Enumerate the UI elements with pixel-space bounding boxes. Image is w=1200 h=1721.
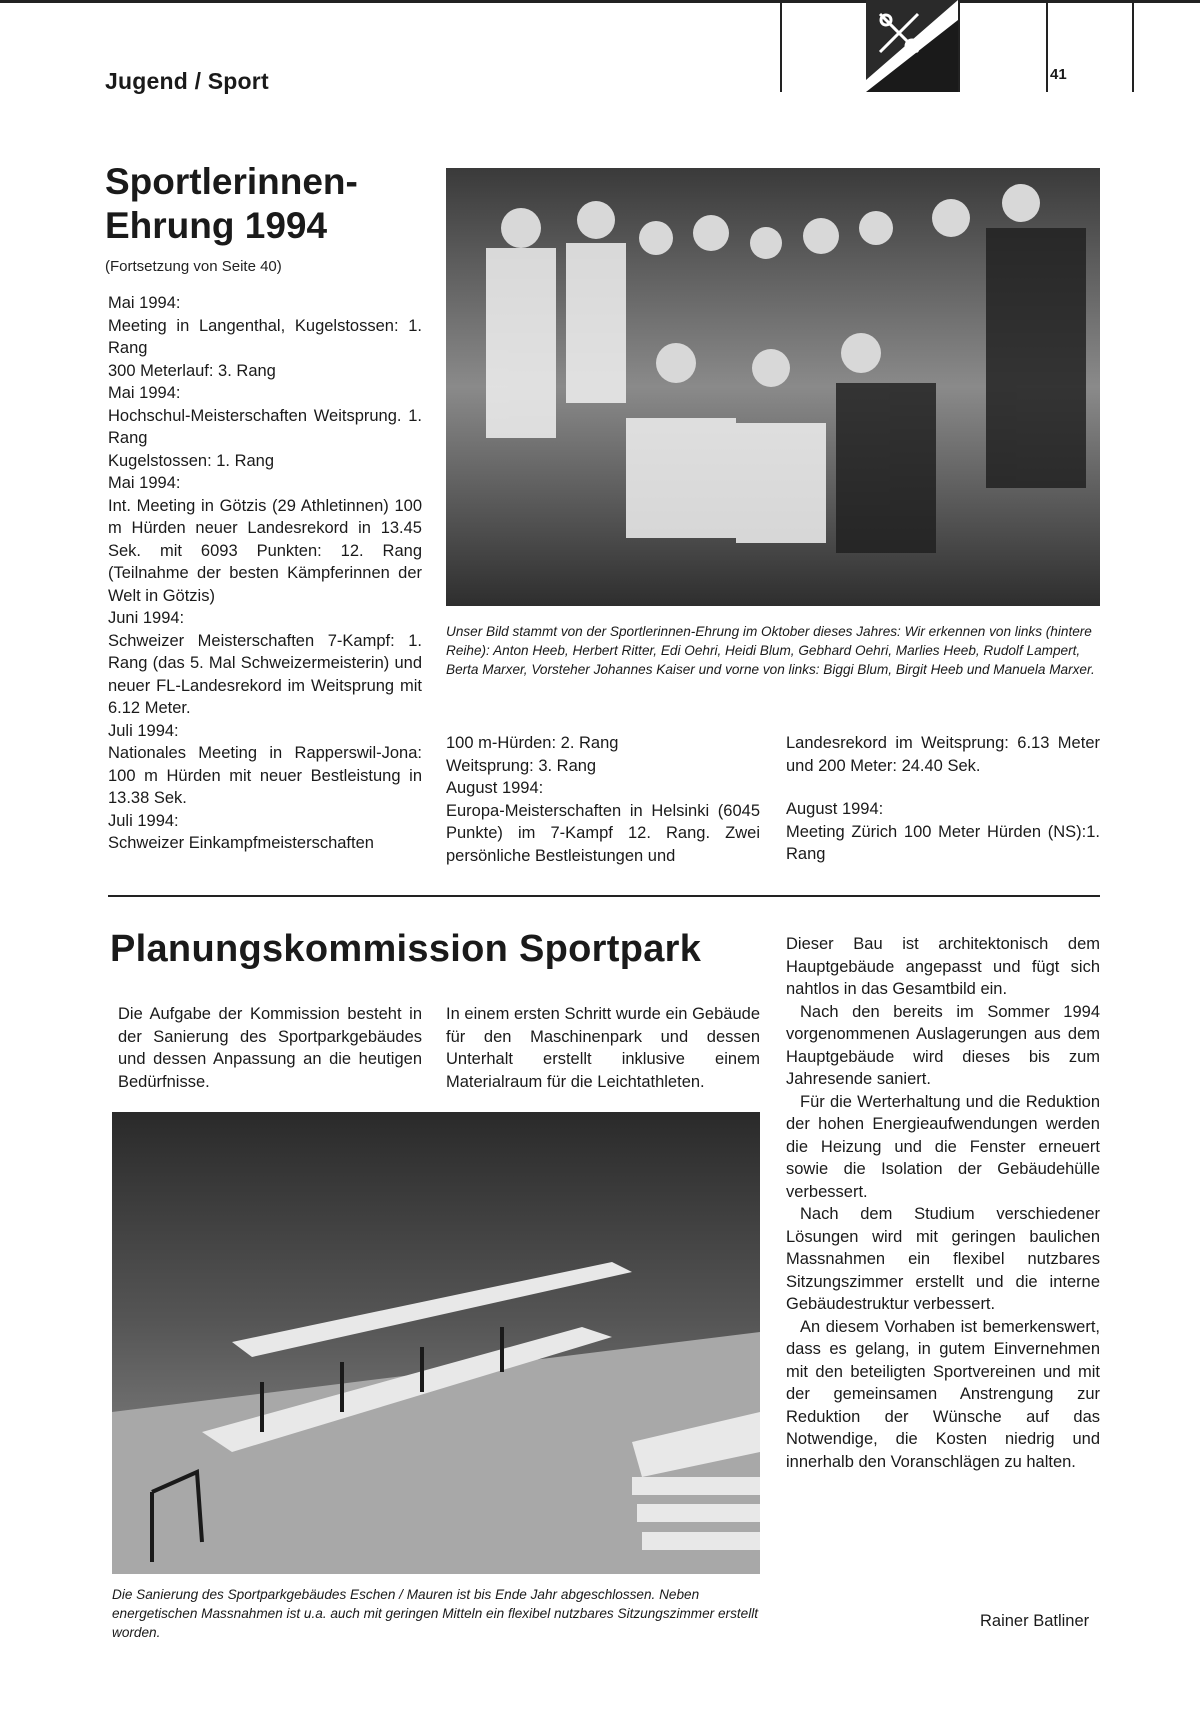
article-column-1 bbox=[108, 292, 422, 855]
text-line: Meeting in Langenthal, Kugelstossen: 1. Rang bbox=[108, 316, 422, 357]
text-line: Mai 1994: bbox=[108, 294, 181, 312]
section-heading: Jugend / Sport bbox=[105, 68, 269, 94]
text-line: Weitsprung: 3. Rang bbox=[446, 756, 597, 775]
paragraph: Nach dem Studium verschiedener Lösungen wird mit geringen baulichen Massnahmen ein flexibel nutzbares Sitzungszimmer erstellt und die interne Gebäudestruktur verbessert. bbox=[786, 1205, 1100, 1313]
article2-intro-mid: In einem ersten Schritt wurde ein Gebäude für den Maschinenpark und dessen Unterhalt erstellt inklusive einem Materialraum für die Leichtathleten. bbox=[446, 1005, 760, 1091]
text-line: Meeting Zürich 100 Meter Hürden (NS):1. Rang bbox=[786, 822, 1100, 863]
text-line: Juli 1994: bbox=[108, 721, 179, 740]
photo-caption: Die Sanierung des Sportparkgebäudes Eschen / Mauren ist bis Ende Jahr abgeschlossen. Neben energetischen Massnahmen ist u.a. auch mit geringen Mitteln ein flexibel nutzbares Sitzungszimmer erstellt worden. bbox=[112, 1587, 759, 1640]
text-line: Juni 1994: bbox=[108, 609, 185, 627]
text-line: 100 m-Hürden: 2. Rang bbox=[446, 734, 619, 752]
text-line: Schweizer Einkampfmeisterschaften bbox=[108, 834, 374, 852]
text-line: Kugelstossen: 1. Rang bbox=[108, 451, 275, 470]
author-name: Rainer Batliner bbox=[980, 1612, 1090, 1630]
meeting-room-photo bbox=[112, 1112, 760, 1574]
text-line: Europa-Meisterschaften in Helsinki (6045 Punkte) im 7-Kampf 12. Rang. Zwei persönliche Bestleistungen und bbox=[446, 801, 760, 865]
section-divider bbox=[108, 895, 1100, 897]
text-line: Mai 1994: bbox=[108, 384, 181, 402]
header-frame-line bbox=[1046, 0, 1048, 92]
article-column-2 bbox=[446, 732, 760, 867]
header-frame-line bbox=[1132, 0, 1134, 92]
header-frame-line bbox=[780, 0, 782, 92]
article2-right-column bbox=[786, 933, 1100, 1473]
text-line: August 1994: bbox=[786, 800, 884, 818]
header-frame-line bbox=[958, 0, 960, 92]
article-subtitle: (Fortsetzung von Seite 40) bbox=[105, 258, 282, 275]
text-line: Landesrekord im Weitsprung: 6.13 Meter und 200 Meter: 24.40 Sek. bbox=[786, 734, 1100, 775]
article2-intro-left: Die Aufgabe der Kommission besteht in der Sanierung des Sportparkgebäudes und dessen Anpassung an die heutigen Bedürfnisse. bbox=[118, 1005, 422, 1091]
paragraph: Für die Werterhaltung und die Reduktion der hohen Energieaufwendungen werden die Heizung und die Fenster erneuert sowie die Isolation der Gebäudehülle verbessert. bbox=[786, 1092, 1100, 1201]
paragraph: Dieser Bau ist architektonisch dem Hauptgebäude angepasst und fügt sich nahtlos in das Gesamtbild ein. bbox=[786, 935, 1100, 998]
paragraph: An diesem Vorhaben ist bemerkenswert, dass es gelang, in gutem Einvernehmen mit den beteiligten Sportvereinen und mit der gemeinsamen Anstrengung zur Reduktion der Wünsche auf das Notwendige, die Kosten niedrig und innerhalb den Voranschlägen zu halten. bbox=[786, 1317, 1100, 1471]
article-column-3 bbox=[786, 732, 1100, 866]
text-line: Nationales Meeting in Rapperswil-Jona: 100 m Hürden mit neuer Bestleistung in 13.38 Sek. bbox=[108, 744, 422, 807]
paragraph: Nach den bereits im Sommer 1994 vorgenommenen Auslagerungen aus dem Hauptgebäude wird dieses bis zum Jahresende saniert. bbox=[786, 1002, 1100, 1088]
text-line: Mai 1994: bbox=[108, 474, 181, 492]
text-line: Juli 1994: bbox=[108, 811, 179, 830]
text-line: Hochschul-Meisterschaften Weitsprung. 1. Rang bbox=[108, 406, 422, 447]
article-title: Sportlerinnen-Ehrung 1994 bbox=[105, 161, 358, 246]
page-number: 41 bbox=[1050, 66, 1067, 83]
text-line: 300 Meterlauf: 3. Rang bbox=[108, 361, 276, 380]
header-top-rule bbox=[0, 0, 1200, 3]
text-line: August 1994: bbox=[446, 779, 544, 797]
municipal-crest-icon bbox=[866, 0, 958, 92]
group-photo bbox=[446, 168, 1100, 606]
photo-caption: Unser Bild stammt von der Sportlerinnen-Ehrung im Oktober dieses Jahres: Wir erkennen von links (hintere Reihe): Anton Heeb, Herbert Ritter, Edi Oehri, Heidi Blum, Gebhard Oehri, Marlies Heeb, Rudolf Lampert, Berta Marxer, Vorsteher Johannes Kaiser und vorne von links: Biggi Blum, Birgit Heeb und Manuela Marxer. bbox=[446, 624, 1095, 677]
article2-title: Planungskommission Sportpark bbox=[110, 928, 702, 970]
text-line: Schweizer Meisterschaften 7-Kampf: 1. Rang (das 5. Mal Schweizermeisterin) und neuer FL-Landesrekord im Weitsprung mit 6.12 Meter. bbox=[108, 631, 422, 717]
text-line: Int. Meeting in Götzis (29 Athletinnen) 100 m Hürden neuer Landesrekord in 13.45 Sek. mit 6093 Punkten: 12. Rang (Teilnahme der besten Kämpferinnen der Welt in Götzis) bbox=[108, 496, 422, 605]
